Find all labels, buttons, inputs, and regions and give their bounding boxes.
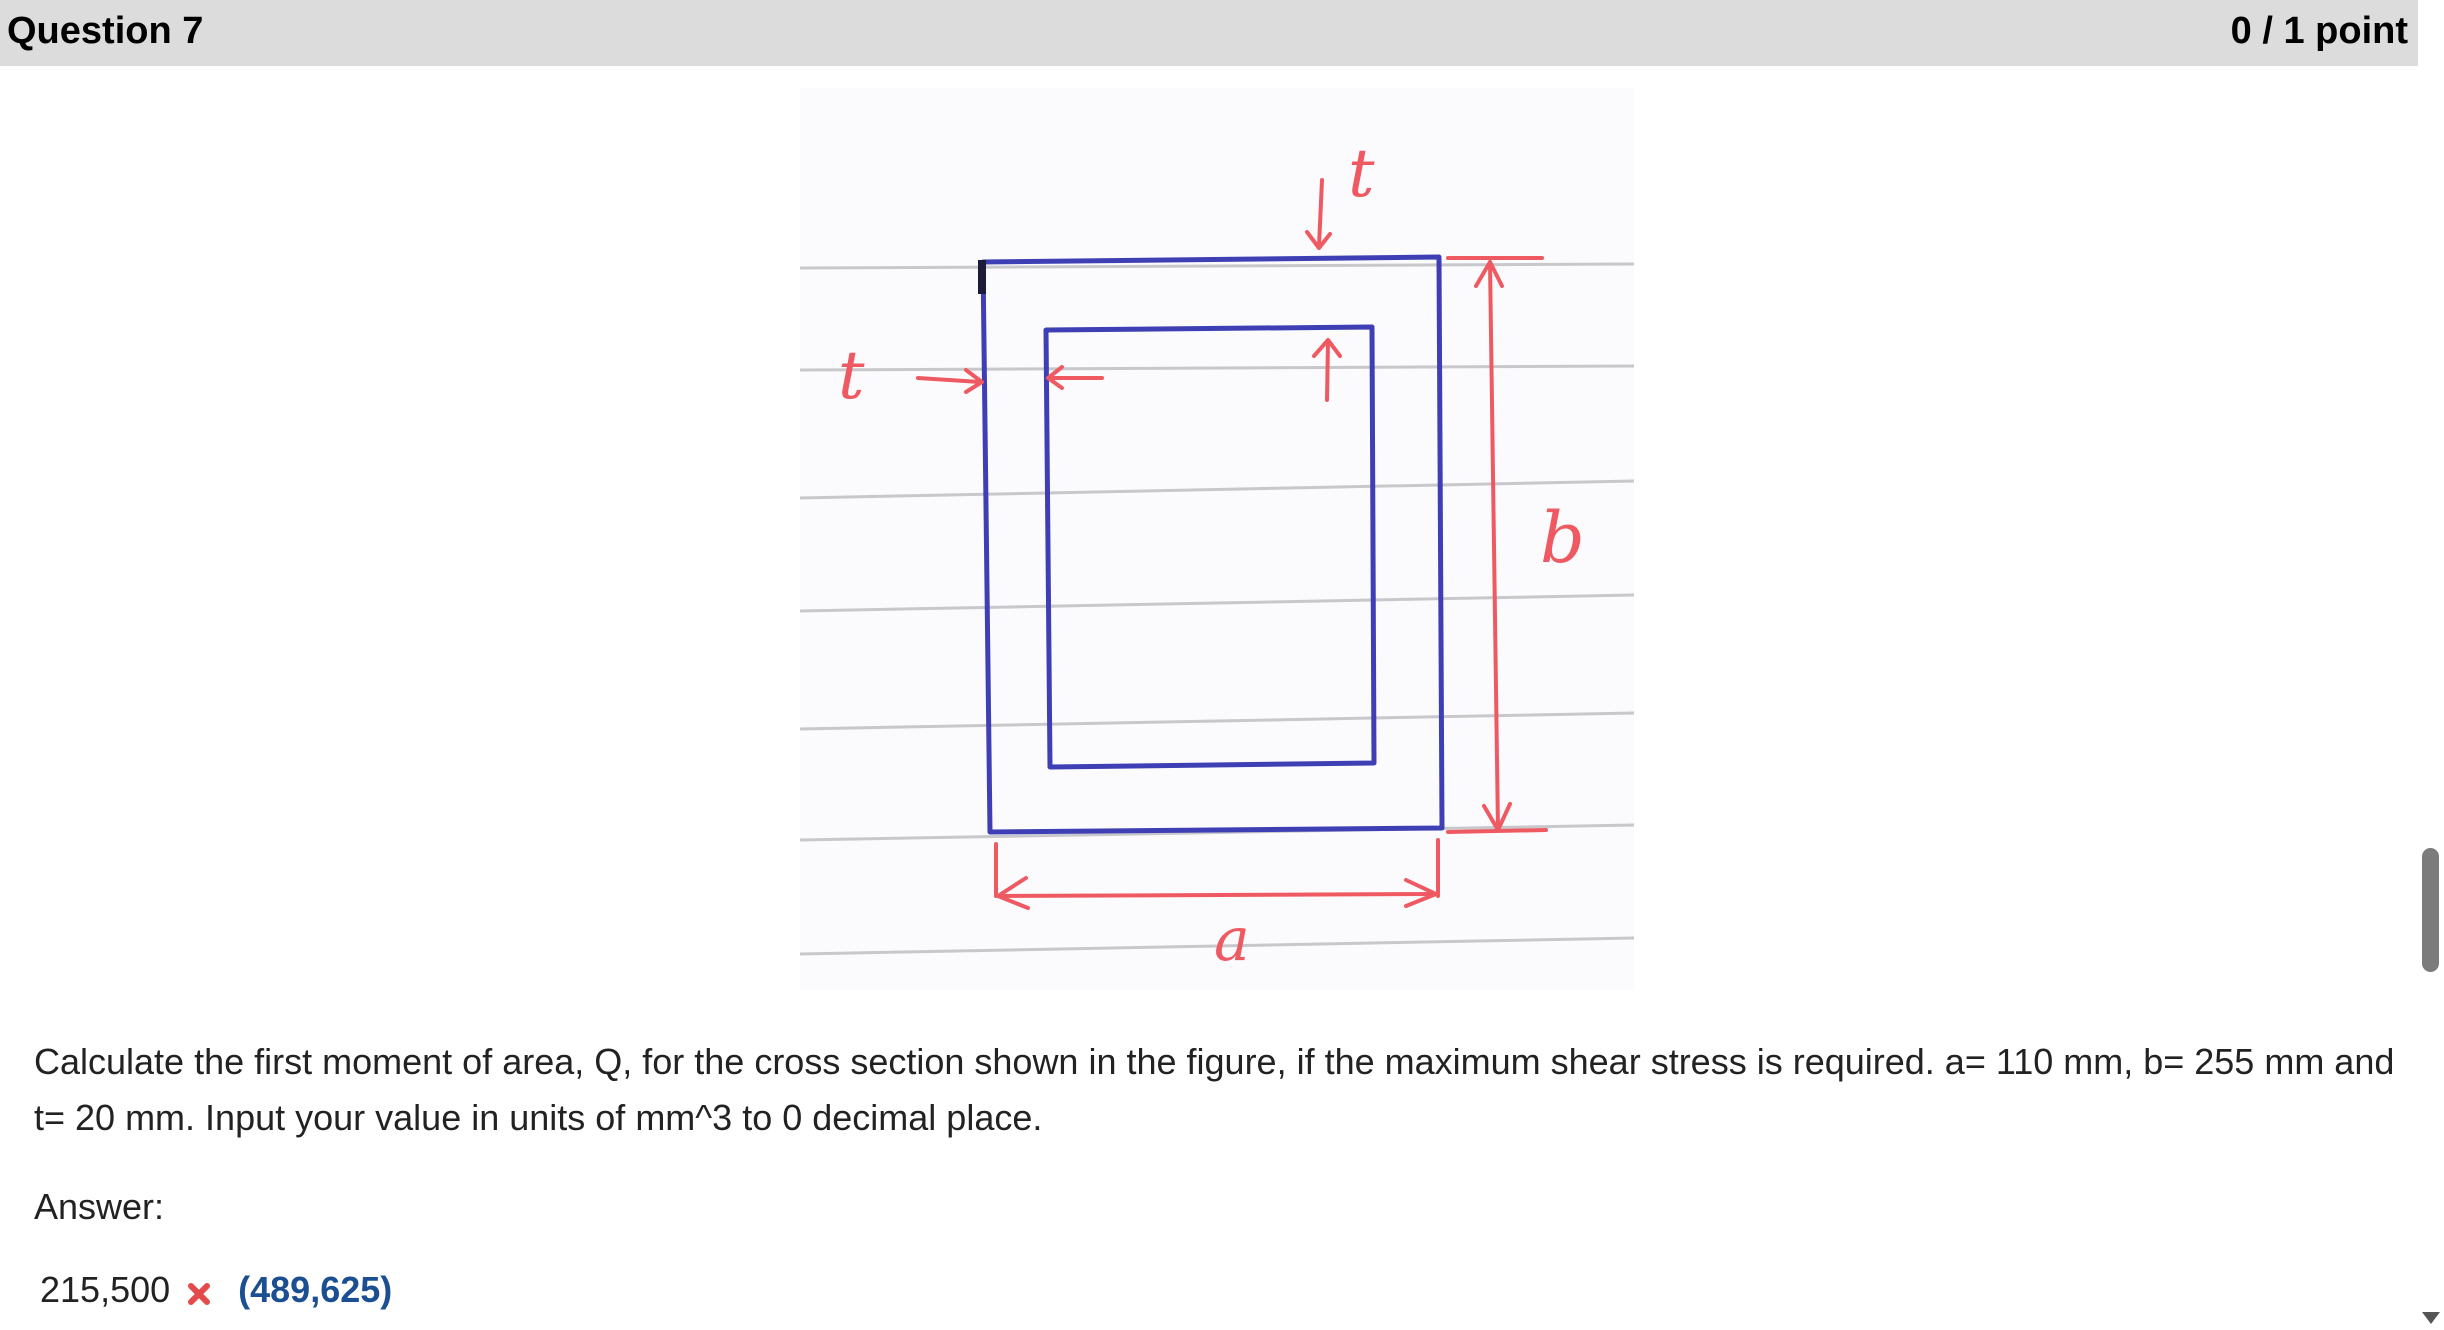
a-dimension-line xyxy=(996,894,1436,896)
t-top-upper-arrow xyxy=(1319,180,1322,246)
b-label: b xyxy=(1540,497,1585,579)
pen-mark xyxy=(978,260,986,294)
submitted-answer: 215,500 xyxy=(40,1269,171,1310)
inner-rectangle xyxy=(1046,327,1374,767)
t-top-lower-arrow xyxy=(1327,342,1328,400)
scroll-down-arrow-icon[interactable] xyxy=(2422,1312,2440,1324)
incorrect-x-icon xyxy=(184,1275,214,1305)
scrollbar-thumb[interactable] xyxy=(2422,848,2439,972)
cross-section-figure xyxy=(800,88,1634,990)
t-left-outer-arrow xyxy=(918,378,980,382)
t-top-label: t xyxy=(1348,135,1375,212)
correct-answer: (489,625) xyxy=(238,1269,393,1310)
ruled-lines xyxy=(800,264,1634,954)
question-score: 0 / 1 point xyxy=(2230,10,2408,52)
question-title: Question 7 xyxy=(7,10,204,52)
a-label: a xyxy=(1214,905,1250,975)
dimension-annotations xyxy=(918,180,1546,908)
answer-label: Answer: xyxy=(34,1186,165,1227)
scrollbar-track[interactable] xyxy=(2418,0,2444,1330)
b-dimension-line xyxy=(1490,262,1498,830)
question-text: Calculate the first moment of area, Q, for the cross section shown in the figure, if the maximum shear stress is required. a= 110 mm, b= 255 mm and t= 20 mm. Input your value in units of mm^3 to 0 decimal place. xyxy=(34,1041,2395,1138)
answer-row xyxy=(40,1266,392,1314)
question-header xyxy=(0,0,2418,66)
t-left-label: t xyxy=(838,337,865,414)
cross-section-drawing xyxy=(800,88,1634,990)
